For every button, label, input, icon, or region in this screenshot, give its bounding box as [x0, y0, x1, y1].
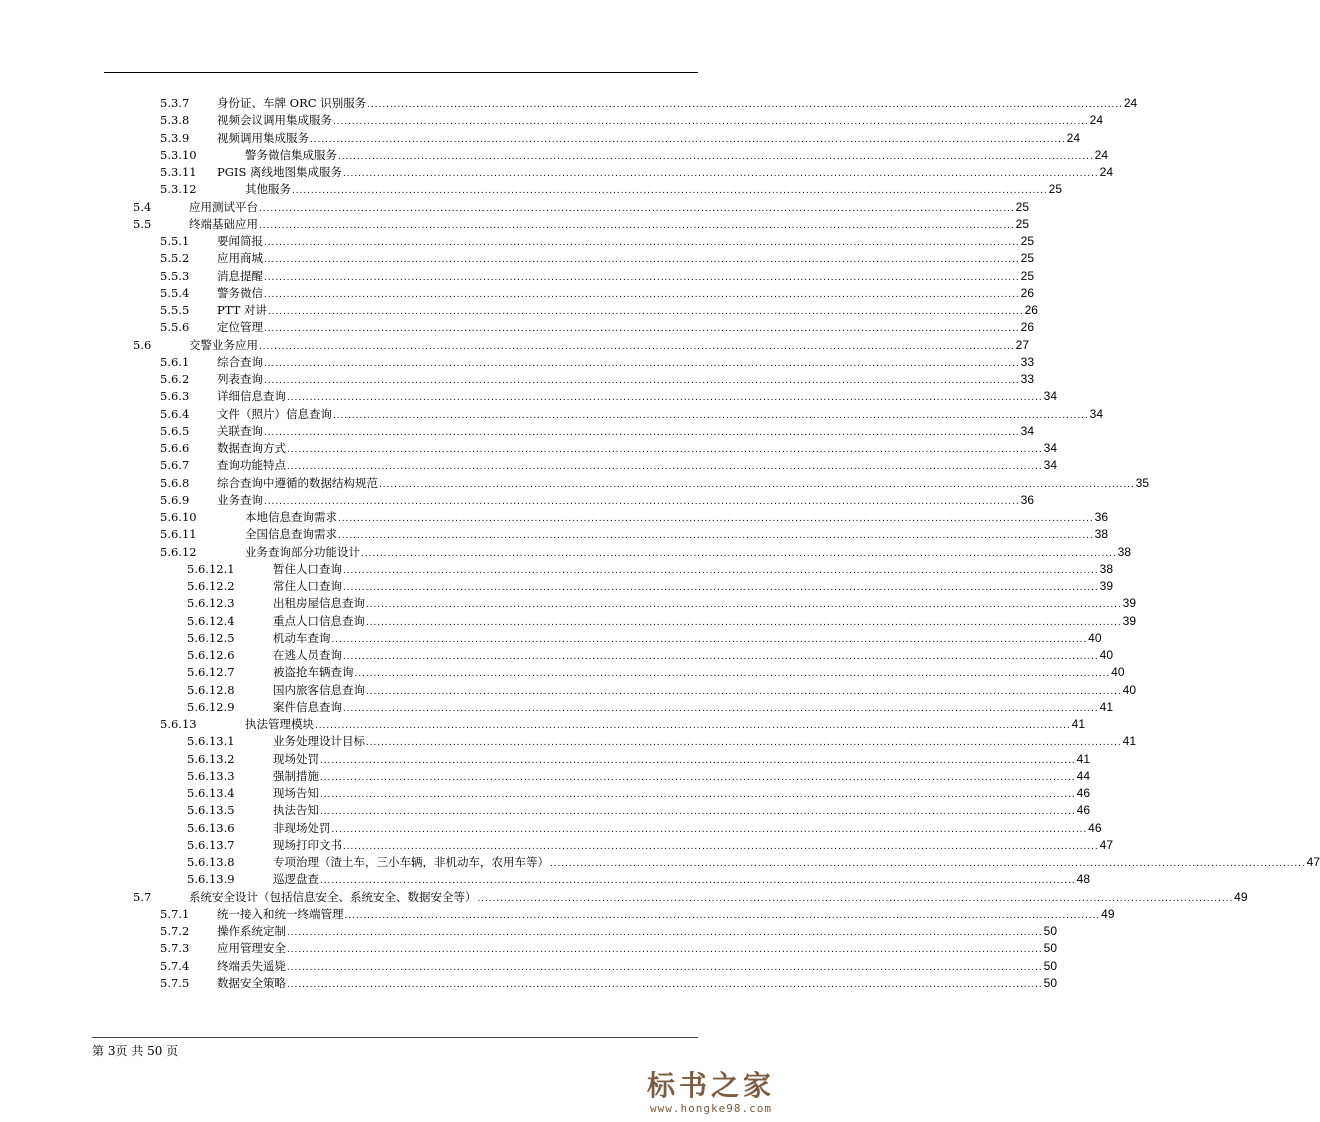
toc-entry-number: 5.6.12.3 [187, 596, 235, 611]
toc-entry-page: 26 [1020, 285, 1035, 300]
toc-dot-leader: ........................................................................................................................................................................................................ [264, 426, 1020, 438]
toc-entry-page: 44 [1076, 768, 1091, 783]
toc-entry-number: 5.3.9 [160, 130, 190, 145]
toc-entry-page: 35 [1135, 475, 1150, 490]
toc-entry-number: 5.6.13.5 [187, 803, 235, 818]
toc-entry-page: 46 [1076, 803, 1091, 818]
toc-dot-leader: ........................................................................................................................................................................................................ [366, 685, 1122, 697]
toc-dot-leader: ........................................................................................................................................................................................................ [343, 582, 1099, 593]
toc-entry-title: 其他服务 [245, 182, 291, 197]
toc-dot-leader: ........................................................................................................................................................................................................ [264, 375, 1020, 386]
toc-entry-title: 详细信息查询 [217, 389, 286, 404]
toc-dot-leader: ........................................................................................................................................................................................................ [338, 530, 1094, 542]
footer-rule [92, 1037, 698, 1038]
watermark-logo: 标书之家 [646, 1069, 775, 1102]
toc-entry[interactable] [0, 181, 1063, 198]
toc-entry-title: 强制措施 [273, 768, 319, 783]
toc-entry-page: 33 [1020, 372, 1035, 386]
toc-entry-page: 49 [1234, 889, 1248, 904]
toc-entry-number: 5.7.2 [160, 924, 190, 938]
toc-entry-page: 38 [1117, 544, 1132, 559]
toc-dot-leader: ........................................................................................................................................................................................................ [259, 202, 1015, 214]
toc-entry[interactable] [0, 958, 1058, 975]
toc-entry[interactable] [0, 785, 1091, 802]
toc-entry-page: 36 [1094, 510, 1109, 524]
toc-entry-page: 34 [1089, 406, 1104, 421]
toc-entry[interactable] [0, 871, 1091, 888]
toc-entry-number: 5.6.9 [160, 492, 190, 507]
toc-entry-number: 5.5.6 [160, 320, 190, 335]
toc-entry[interactable] [0, 112, 1104, 129]
toc-entry-number: 5.5 [133, 216, 152, 231]
toc-entry-number: 5.6.12.8 [187, 682, 235, 697]
toc-entry[interactable] [0, 250, 1035, 267]
toc-entry[interactable] [0, 406, 1104, 423]
toc-dot-leader: ........................................................................................................................................................................................................ [264, 495, 1020, 507]
toc-dot-leader: ........................................................................................................................................................................................................ [344, 909, 1101, 921]
toc-entry-title: 综合查询中遵循的数据结构规范 [217, 475, 378, 490]
toc-entry[interactable] [0, 802, 1091, 819]
toc-entry-title: 现场告知 [273, 786, 319, 800]
toc-entry[interactable] [0, 923, 1058, 940]
toc-dot-leader: ........................................................................................................................................................................................................ [287, 978, 1043, 990]
toc-entry-title: 查询功能特点 [217, 458, 286, 473]
toc-dot-leader: ........................................................................................................................................................................................................ [287, 444, 1043, 455]
toc-entry-number: 5.7 [133, 889, 152, 904]
toc-entry-page: 24 [1099, 165, 1114, 179]
toc-entry-number: 5.6.12.6 [187, 648, 235, 662]
toc-entry-title: 警务微信 [217, 285, 263, 300]
toc-dot-leader: ........................................................................................................................................................................................................ [338, 150, 1094, 162]
toc-entry-page: 50 [1043, 924, 1058, 938]
toc-dot-leader: ........................................................................................................................................................................................................ [287, 392, 1043, 404]
toc-entry-title: 终端丢失遥毙 [217, 958, 286, 973]
toc-entry-page: 40 [1122, 682, 1137, 697]
toc-entry[interactable] [0, 354, 1035, 371]
toc-dot-leader: ........................................................................................................................................................................................................ [259, 219, 1015, 231]
toc-entry[interactable] [0, 595, 1137, 612]
toc-dot-leader: ........................................................................................................................................................................................................ [287, 461, 1043, 473]
toc-entry-title: 巡逻盘查 [273, 872, 319, 887]
toc-entry[interactable] [0, 975, 1058, 992]
toc-entry-page: 26 [1020, 320, 1035, 335]
toc-dot-leader: ........................................................................................................................................................................................................ [333, 409, 1089, 421]
toc-entry[interactable] [0, 492, 1035, 509]
watermark-url: www.hongke98.com [650, 1102, 772, 1115]
toc-entry-page: 50 [1043, 958, 1058, 973]
toc-dot-leader: ........................................................................................................................................................................................................ [292, 185, 1048, 197]
toc-entry-title: 视频会议调用集成服务 [217, 113, 332, 128]
toc-entry-page: 39 [1122, 596, 1137, 611]
toc-entry-number: 5.6.11 [160, 527, 197, 542]
toc-entry-title: 专项治理（渣土车，三小车辆，非机动车，农用车等） [273, 855, 549, 869]
toc-entry-page: 39 [1122, 613, 1137, 628]
toc-dot-leader: ........................................................................................................................................................................................................ [310, 133, 1066, 145]
toc-entry[interactable] [0, 475, 1150, 492]
toc-entry-number: 5.6.13.9 [187, 872, 235, 887]
toc-dot-leader: ........................................................................................................................................................................................................ [343, 840, 1099, 852]
toc-dot-leader: ........................................................................................................................................................................................................ [379, 478, 1135, 490]
toc-entry-title: 国内旅客信息查询 [273, 682, 365, 697]
toc-entry-number: 5.3.10 [160, 147, 197, 162]
toc-entry-number: 5.6.13.1 [187, 734, 235, 749]
toc-dot-leader: ........................................................................................................................................................................................................ [366, 616, 1122, 628]
toc-entry-page: 25 [1020, 251, 1035, 266]
toc-dot-leader: ........................................................................................................................................................................................................ [320, 789, 1076, 800]
toc-entry-title: 定位管理 [217, 320, 263, 335]
toc-entry-title: 出租房屋信息查询 [273, 596, 365, 611]
toc-entry-title: 执法管理模块 [245, 717, 314, 731]
toc-entry-title: 数据安全策略 [217, 975, 286, 990]
toc-entry-page: 24 [1094, 147, 1109, 162]
toc-entry[interactable] [0, 371, 1035, 388]
toc-entry[interactable] [0, 130, 1081, 147]
toc-entry[interactable] [0, 199, 1030, 216]
toc-entry-number: 5.7.5 [160, 975, 190, 990]
toc-entry-number: 5.5.1 [160, 234, 190, 248]
toc-entry-title: 本地信息查询需求 [245, 510, 337, 524]
toc-entry-number: 5.6.13.3 [187, 768, 235, 783]
toc-dot-leader: ........................................................................................................................................................................................................ [320, 754, 1076, 766]
toc-entry-page: 40 [1111, 665, 1125, 680]
toc-entry-title: 现场处罚 [273, 751, 319, 766]
toc-dot-leader: ........................................................................................................................................................................................................ [354, 668, 1111, 680]
toc-entry-title: 交警业务应用 [189, 337, 258, 352]
toc-entry[interactable] [0, 95, 1138, 112]
toc-entry[interactable] [0, 233, 1035, 250]
toc-entry-title: 应用测试平台 [189, 199, 258, 214]
toc-entry-number: 5.6.10 [160, 510, 197, 524]
toc-dot-leader: ........................................................................................................................................................................................................ [264, 288, 1020, 300]
toc-entry-number: 5.3.11 [160, 165, 197, 179]
toc-entry-page: 34 [1020, 423, 1035, 438]
toc-entry-number: 5.7.4 [160, 958, 190, 973]
toc-dot-leader: ........................................................................................................................................................................................................ [343, 651, 1099, 662]
toc-entry-title: 业务查询部分功能设计 [245, 544, 360, 559]
toc-entry-number: 5.6.12.7 [187, 665, 235, 680]
toc-entry-title: 被盗抢车辆查询 [273, 665, 354, 680]
toc-entry-title: PTT 对讲 [217, 303, 267, 317]
toc-entry-page: 46 [1088, 820, 1102, 835]
toc-entry[interactable] [0, 716, 1086, 733]
toc-entry-title: 重点人口信息查询 [273, 613, 365, 628]
toc-entry[interactable] [0, 630, 1102, 647]
toc-entry-page: 36 [1020, 492, 1035, 507]
toc-dot-leader: ........................................................................................................................................................................................................ [366, 737, 1122, 749]
toc-entry-title: 消息提醒 [217, 268, 263, 283]
toc-entry-page: 26 [1024, 303, 1038, 317]
toc-entry-page: 38 [1099, 561, 1114, 576]
toc-entry-title: 身份证、车牌 ORC 识别服务 [217, 96, 367, 110]
toc-entry-number: 5.6.12.2 [187, 579, 235, 593]
toc-dot-leader: ........................................................................................................................................................................................................ [331, 633, 1088, 645]
toc-dot-leader: ........................................................................................................................................................................................................ [366, 599, 1122, 611]
header-rule [104, 72, 698, 73]
toc-entry-number: 5.6.5 [160, 423, 190, 438]
toc-entry-number: 5.5.3 [160, 268, 190, 283]
toc-dot-leader: ........................................................................................................................................................................................................ [338, 513, 1094, 524]
toc-dot-leader: ........................................................................................................................................................................................................ [320, 771, 1076, 783]
toc-entry[interactable] [0, 682, 1137, 699]
toc-dot-leader: ........................................................................................................................................................................................................ [264, 271, 1020, 283]
toc-entry-title: 全国信息查询需求 [245, 527, 337, 542]
toc-entry-number: 5.6.13.7 [187, 837, 235, 852]
page-footer: 第 3页 共 50 页 [92, 1044, 179, 1058]
toc-entry[interactable] [0, 216, 1030, 233]
toc-dot-leader: ........................................................................................................................................................................................................ [287, 961, 1043, 973]
toc-entry[interactable] [0, 457, 1058, 474]
toc-entry[interactable] [0, 837, 1114, 854]
toc-entry-title: 系统安全设计（包括信息安全、系统安全、数据安全等） [189, 889, 477, 904]
toc-entry-title: 业务处理设计目标 [273, 734, 365, 749]
toc-entry-title: 执法告知 [273, 803, 319, 818]
toc-entry[interactable] [0, 509, 1109, 526]
toc-entry-number: 5.6.12 [160, 544, 197, 559]
toc-entry-number: 5.5.5 [160, 303, 190, 317]
toc-entry-page: 50 [1043, 941, 1058, 956]
toc-entry-title: 业务查询 [217, 492, 263, 507]
toc-entry-number: 5.6.12.1 [187, 561, 235, 576]
watermark [647, 1064, 775, 1115]
toc-entry[interactable] [0, 268, 1035, 285]
toc-entry-number: 5.6.13 [160, 717, 197, 731]
toc-entry[interactable] [0, 526, 1109, 543]
toc-entry-title: 关联查询 [217, 423, 263, 438]
toc-entry-number: 5.6.4 [160, 406, 190, 421]
toc-entry-number: 5.6.3 [160, 389, 190, 404]
toc-dot-leader: ........................................................................................................................................................................................................ [343, 168, 1099, 179]
toc-entry-page: 34 [1043, 389, 1058, 404]
toc-entry-page: 33 [1020, 354, 1035, 369]
toc-entry-title: 应用商城 [217, 251, 263, 266]
toc-entry-number: 5.6.12.4 [187, 613, 235, 628]
toc-entry-number: 5.6.7 [160, 458, 190, 473]
toc-entry-number: 5.6.13.8 [187, 855, 235, 869]
toc-dot-leader: ........................................................................................................................................................................................................ [333, 116, 1089, 128]
toc-entry-title: 应用管理安全 [217, 941, 286, 956]
toc-entry-page: 24 [1089, 113, 1104, 128]
toc-entry-page: 41 [1076, 751, 1091, 766]
toc-entry-page: 25 [1020, 268, 1035, 283]
toc-dot-leader: ........................................................................................................................................................................................................ [343, 564, 1099, 576]
toc-entry[interactable] [0, 613, 1137, 630]
toc-entry-page: 38 [1094, 527, 1109, 542]
toc-entry[interactable] [0, 147, 1109, 164]
toc-entry[interactable] [0, 285, 1035, 302]
toc-entry-title: 统一接入和统一终端管理 [217, 906, 344, 921]
toc-entry-page: 25 [1020, 234, 1035, 248]
toc-entry[interactable] [0, 302, 1038, 319]
toc-entry-page: 25 [1015, 216, 1030, 231]
toc-entry-page: 25 [1048, 182, 1063, 197]
toc-entry[interactable] [0, 699, 1114, 716]
toc-entry-title: 非现场处罚 [273, 820, 331, 835]
toc-entry[interactable] [0, 751, 1091, 768]
toc-entry-page: 41 [1122, 734, 1137, 749]
toc-dot-leader: ........................................................................................................................................................................................................ [367, 99, 1123, 110]
toc-dot-leader: ........................................................................................................................................................................................................ [264, 357, 1020, 369]
toc-dot-leader: ........................................................................................................................................................................................................ [264, 323, 1020, 335]
toc-entry[interactable] [0, 578, 1114, 595]
table-of-contents [0, 95, 1320, 992]
toc-entry-number: 5.6.2 [160, 372, 190, 386]
toc-entry[interactable] [0, 820, 1102, 837]
toc-entry-title: 警务微信集成服务 [245, 147, 337, 162]
toc-dot-leader: ........................................................................................................................................................................................................ [320, 875, 1076, 887]
toc-entry-number: 5.3.12 [160, 182, 197, 197]
toc-entry-title: 视频调用集成服务 [217, 130, 309, 145]
toc-dot-leader: ........................................................................................................................................................................................................ [287, 927, 1043, 938]
toc-dot-leader: ........................................................................................................................................................................................................ [287, 944, 1043, 956]
toc-entry[interactable] [0, 768, 1091, 785]
toc-entry-page: 49 [1101, 906, 1115, 921]
toc-entry-number: 5.3.7 [160, 96, 190, 110]
toc-entry-title: 常住人口查询 [273, 579, 342, 593]
toc-entry-number: 5.5.4 [160, 285, 190, 300]
toc-entry-number: 5.7.1 [160, 906, 190, 921]
toc-entry[interactable] [0, 889, 1248, 906]
toc-entry-number: 5.6.1 [160, 354, 190, 369]
toc-dot-leader: ........................................................................................................................................................................................................ [264, 254, 1020, 266]
toc-entry-page: 40 [1088, 630, 1102, 645]
toc-entry-title: 综合查询 [217, 354, 263, 369]
toc-entry-page: 25 [1015, 199, 1030, 214]
toc-dot-leader: ........................................................................................................................................................................................................ [267, 306, 1024, 317]
toc-entry-number: 5.6.8 [160, 475, 190, 490]
toc-entry-page: 41 [1099, 699, 1114, 714]
toc-entry[interactable] [0, 733, 1137, 750]
toc-entry-title: 数据查询方式 [217, 441, 286, 455]
toc-entry[interactable] [0, 906, 1115, 923]
toc-entry[interactable] [0, 854, 1320, 871]
toc-entry-title: 终端基础应用 [189, 216, 258, 231]
toc-entry-title: 要闻简报 [217, 234, 263, 248]
toc-entry-title: PGIS 离线地图集成服务 [217, 165, 342, 179]
toc-entry-page: 34 [1043, 441, 1058, 455]
toc-entry-page: 46 [1076, 786, 1091, 800]
toc-entry-page: 48 [1076, 872, 1091, 887]
toc-dot-leader: ........................................................................................................................................................................................................ [264, 237, 1020, 248]
toc-dot-leader: ........................................................................................................................................................................................................ [477, 892, 1234, 904]
toc-entry-number: 5.6.13.2 [187, 751, 235, 766]
toc-entry[interactable] [0, 337, 1030, 354]
toc-entry-number: 5.6.13.4 [187, 786, 235, 800]
toc-entry-page: 24 [1066, 130, 1081, 145]
toc-entry-page: 27 [1015, 337, 1030, 352]
toc-entry-number: 5.3.8 [160, 113, 190, 128]
toc-dot-leader: ........................................................................................................................................................................................................ [320, 806, 1076, 818]
toc-dot-leader: ........................................................................................................................................................................................................ [331, 823, 1088, 835]
toc-entry-title: 文件（照片）信息查询 [217, 406, 332, 421]
toc-entry-title: 现场打印文书 [273, 837, 342, 852]
toc-entry-number: 5.6.13.6 [187, 820, 235, 835]
toc-dot-leader: ........................................................................................................................................................................................................ [343, 702, 1099, 714]
toc-entry-number: 5.5.2 [160, 251, 190, 266]
toc-entry-page: 34 [1043, 458, 1058, 473]
toc-entry-title: 在逃人员查询 [273, 648, 342, 662]
toc-entry-page: 50 [1043, 975, 1058, 990]
toc-entry-number: 5.6 [133, 337, 152, 352]
toc-entry[interactable] [0, 423, 1035, 440]
toc-entry-title: 列表查询 [217, 372, 263, 386]
toc-entry-page: 39 [1099, 579, 1114, 593]
toc-entry[interactable] [0, 561, 1114, 578]
toc-dot-leader: ........................................................................................................................................................................................................ [315, 720, 1071, 731]
toc-entry-page: 47 [1306, 855, 1320, 869]
toc-entry-page: 24 [1123, 96, 1138, 110]
toc-dot-leader: ........................................................................................................................................................................................................ [550, 858, 1306, 869]
toc-entry-number: 5.6.12.9 [187, 699, 235, 714]
toc-entry[interactable] [0, 388, 1058, 405]
toc-entry-page: 47 [1099, 837, 1114, 852]
toc-entry-number: 5.4 [133, 199, 152, 214]
toc-entry-title: 操作系统定制 [217, 924, 286, 938]
toc-entry-number: 5.6.12.5 [187, 630, 235, 645]
toc-entry-title: 案件信息查询 [273, 699, 342, 714]
toc-entry-title: 机动车查询 [273, 630, 331, 645]
toc-entry[interactable] [0, 664, 1125, 681]
toc-dot-leader: ........................................................................................................................................................................................................ [361, 547, 1117, 559]
toc-entry[interactable] [0, 319, 1035, 336]
toc-entry[interactable] [0, 647, 1114, 664]
toc-entry-page: 41 [1071, 717, 1086, 731]
toc-entry-number: 5.7.3 [160, 941, 190, 956]
toc-entry-title: 暂住人口查询 [273, 561, 342, 576]
toc-entry[interactable] [0, 544, 1132, 561]
toc-entry-number: 5.6.6 [160, 441, 190, 455]
toc-dot-leader: ........................................................................................................................................................................................................ [259, 340, 1015, 352]
toc-entry[interactable] [0, 440, 1058, 457]
toc-entry-page: 40 [1099, 648, 1114, 662]
toc-entry[interactable] [0, 940, 1058, 957]
toc-entry[interactable] [0, 164, 1114, 181]
